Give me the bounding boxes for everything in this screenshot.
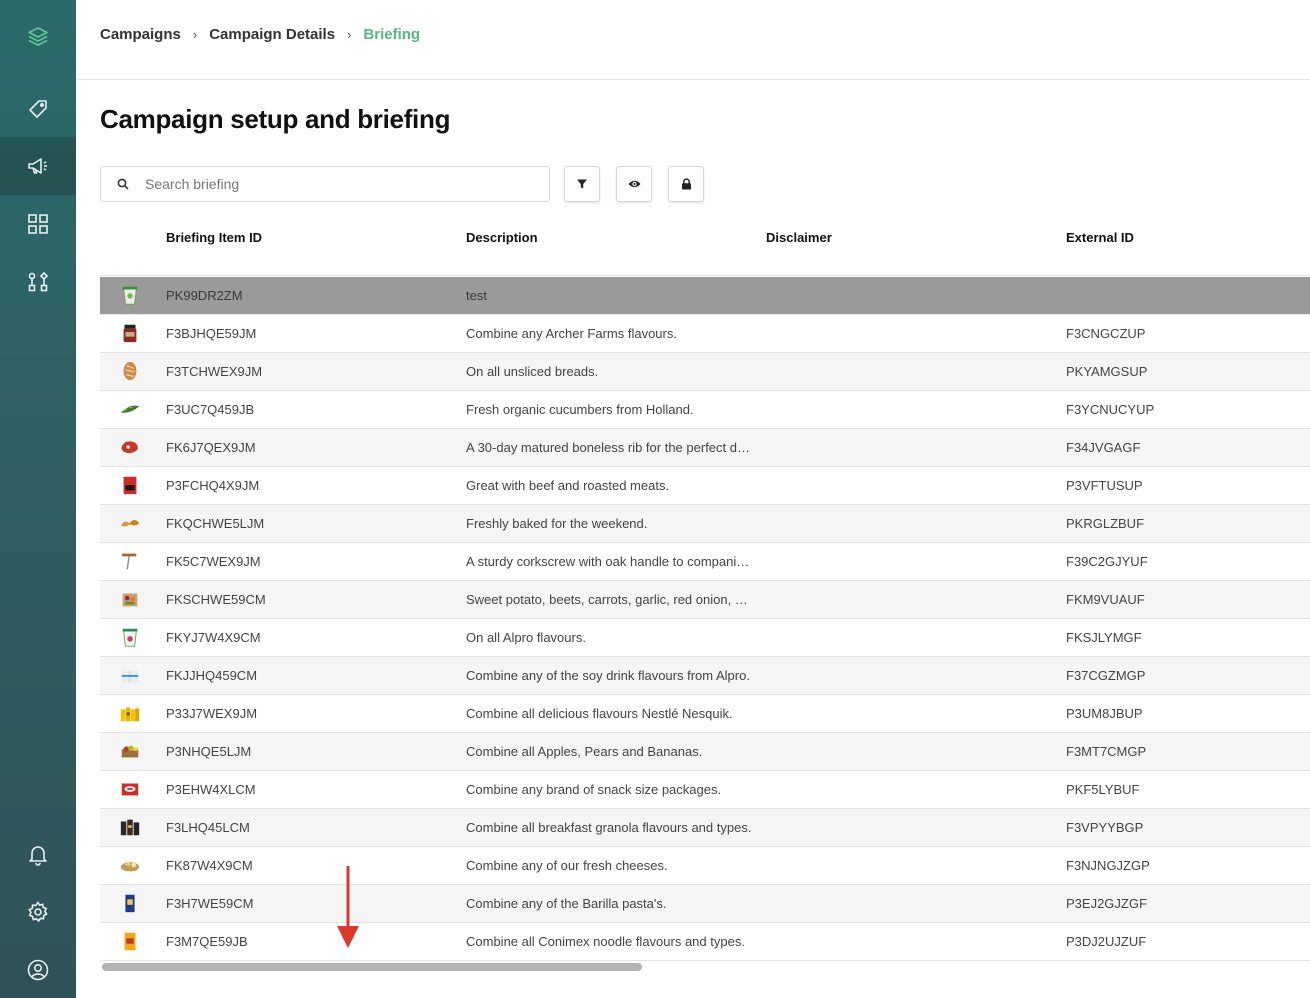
app-logo[interactable] [0, 8, 76, 66]
filter-button[interactable] [564, 166, 600, 202]
column-header-description[interactable]: Description [466, 230, 538, 245]
briefing-item-id-cell: FKSCHWE59CM [166, 592, 266, 607]
table-row[interactable] [100, 277, 1310, 315]
sidebar-item-campaigns[interactable] [0, 137, 76, 195]
briefing-item-id-cell: F3M7QE59JB [166, 934, 248, 949]
table-row[interactable] [100, 809, 1310, 847]
megaphone-icon [26, 154, 50, 178]
product-thumbnail [118, 739, 142, 763]
annotation-arrow-icon [337, 866, 359, 950]
external-id-cell: PKRGLZBUF [1066, 516, 1145, 531]
product-thumbnail [118, 321, 142, 345]
description-cell: Combine any of the Barilla pasta's. [466, 896, 667, 911]
description-cell: Combine any Archer Farms flavours. [466, 326, 677, 341]
description-cell: Fresh organic cucumbers from Holland. [466, 402, 694, 417]
briefing-item-id-cell: FK5C7WEX9JM [166, 554, 261, 569]
product-thumbnail [118, 891, 142, 915]
description-cell: A 30-day matured boneless rib for the perfect d… [466, 440, 750, 455]
description-cell: On all Alpro flavours. [466, 630, 586, 645]
briefing-item-id-cell: FKQCHWE5LJM [166, 516, 265, 531]
sidebar-item-dashboard[interactable] [0, 195, 76, 253]
user-icon [26, 958, 50, 982]
briefing-item-id-cell: F3BJHQE59JM [166, 326, 257, 341]
product-thumbnail [118, 283, 142, 307]
table-row[interactable] [100, 847, 1310, 885]
briefing-item-id-cell: F3TCHWEX9JM [166, 364, 263, 379]
product-thumbnail [118, 397, 142, 421]
table-body [100, 277, 1310, 961]
breadcrumb-separator: › [192, 27, 198, 42]
product-thumbnail [118, 853, 142, 877]
breadcrumb-item-campaigns[interactable]: Campaigns [100, 26, 181, 43]
description-cell: Combine all delicious flavours Nestlé Nesquik. [466, 706, 733, 721]
product-thumbnail [118, 663, 142, 687]
workflow-icon [26, 270, 50, 294]
product-thumbnail [118, 473, 142, 497]
table-row[interactable] [100, 733, 1310, 771]
lock-icon [681, 178, 692, 190]
visibility-button[interactable] [616, 166, 652, 202]
description-cell: Combine any of our fresh cheeses. [466, 858, 668, 873]
description-cell: Combine all Apples, Pears and Bananas. [466, 744, 703, 759]
breadcrumb-separator: › [347, 27, 352, 42]
search-input[interactable] [145, 176, 525, 192]
table-row[interactable] [100, 619, 1310, 657]
table-row[interactable] [100, 771, 1310, 809]
grid-icon [26, 212, 50, 236]
stack-logo-icon [26, 25, 50, 49]
description-cell: Great with beef and roasted meats. [466, 478, 670, 493]
description-cell: Combine any of the soy drink flavours from Alpro. [466, 668, 750, 683]
breadcrumb-item-campaign-details[interactable]: Campaign Details [209, 26, 336, 43]
sidebar-item-settings[interactable] [0, 883, 76, 941]
table-row[interactable] [100, 923, 1310, 961]
table-row[interactable] [100, 467, 1310, 505]
table-row[interactable] [100, 885, 1310, 923]
description-cell: On all unsliced breads. [466, 364, 599, 379]
lock-button[interactable] [668, 166, 704, 202]
product-thumbnail [118, 929, 142, 953]
table-row[interactable] [100, 543, 1310, 581]
table-row[interactable] [100, 391, 1310, 429]
description-cell: Combine all breakfast granola flavours and types. [466, 820, 752, 835]
eye-icon [628, 179, 641, 189]
briefing-item-id-cell: FKJJHQ459CM [166, 668, 258, 683]
external-id-cell: FKM9VUAUF [1066, 592, 1145, 607]
product-thumbnail [118, 625, 142, 649]
gear-icon [26, 900, 50, 924]
briefing-item-id-cell: P3NHQE5LJM [166, 744, 252, 759]
external-id-cell: F3YCNUCYUP [1066, 402, 1155, 417]
external-id-cell: PKF5LYBUF [1066, 782, 1140, 797]
product-thumbnail [118, 435, 142, 459]
external-id-cell: FKSJLYMGF [1066, 630, 1142, 645]
briefing-item-id-cell: F3UC7Q459JB [166, 402, 255, 417]
table-header [100, 218, 1310, 276]
briefing-item-id-cell: P3EHW4XLCM [166, 782, 256, 797]
external-id-cell: F3VPYYBGP [1066, 820, 1144, 835]
description-cell: A sturdy corkscrew with oak handle to compani… [466, 554, 750, 569]
external-id-cell: F3CNGCZUP [1066, 326, 1146, 341]
briefing-item-id-cell: F3H7WE59CM [166, 896, 254, 911]
sidebar-item-profile[interactable] [0, 941, 76, 998]
sidebar-item-notifications[interactable] [0, 825, 76, 883]
description-cell: Sweet potato, beets, carrots, garlic, red onion, … [466, 592, 748, 607]
product-thumbnail [118, 511, 142, 535]
external-id-cell: P3DJ2UJZUF [1066, 934, 1147, 949]
table-row[interactable] [100, 315, 1310, 353]
briefing-item-id-cell: FK6J7QEX9JM [166, 440, 256, 455]
product-thumbnail [118, 549, 142, 573]
external-id-cell: F3MT7CMGP [1066, 744, 1147, 759]
search-icon [101, 178, 145, 190]
external-id-cell: F37CGZMGP [1066, 668, 1146, 683]
description-cell: test [466, 288, 487, 303]
briefing-item-id-cell: PK99DR2ZM [166, 288, 243, 303]
description-cell: Combine all Conimex noodle flavours and types. [466, 934, 745, 949]
briefing-item-id-cell: P3FCHQ4X9JM [166, 478, 260, 493]
external-id-cell: F34JVGAGF [1066, 440, 1141, 455]
external-id-cell: P3VFTUSUP [1066, 478, 1143, 493]
page-title: Campaign setup and briefing [100, 104, 451, 134]
product-thumbnail [118, 587, 142, 611]
description-cell: Combine any brand of snack size packages. [466, 782, 722, 797]
sidebar [0, 0, 76, 998]
table-row[interactable] [100, 429, 1310, 467]
bell-icon [26, 842, 50, 866]
product-thumbnail [118, 815, 142, 839]
scrollbar-thumb[interactable] [102, 963, 642, 971]
external-id-cell: F3NJNGJZGP [1066, 858, 1150, 873]
column-header-external-id[interactable]: External ID [1066, 230, 1134, 245]
filter-icon [576, 178, 588, 190]
external-id-cell: F39C2GJYUF [1066, 554, 1148, 569]
tag-icon [26, 96, 50, 120]
table-row[interactable] [100, 581, 1310, 619]
external-id-cell: P3EJ2GJZGF [1066, 896, 1147, 911]
breadcrumb [100, 26, 420, 43]
table-row[interactable] [100, 353, 1310, 391]
briefing-item-id-cell: FKYJ7W4X9CM [166, 630, 261, 645]
product-thumbnail [118, 777, 142, 801]
external-id-cell: PKYAMGSUP [1066, 364, 1148, 379]
briefing-table [100, 218, 1310, 961]
column-header-disclaimer[interactable]: Disclaimer [766, 230, 832, 245]
top-header [76, 0, 1310, 80]
sidebar-item-workflows[interactable] [0, 253, 76, 311]
column-header-briefing-item-id[interactable]: Briefing Item ID [166, 230, 263, 245]
product-thumbnail [118, 701, 142, 725]
table-row[interactable] [100, 505, 1310, 543]
product-thumbnail [118, 359, 142, 383]
briefing-item-id-cell: P33J7WEX9JM [166, 706, 258, 721]
table-row[interactable] [100, 657, 1310, 695]
external-id-cell: P3UM8JBUP [1066, 706, 1143, 721]
briefing-item-id-cell: F3LHQ45LCM [166, 820, 250, 835]
briefing-item-id-cell: FK87W4X9CM [166, 858, 253, 873]
search-box [100, 166, 550, 202]
table-row[interactable] [100, 695, 1310, 733]
sidebar-item-products[interactable] [0, 79, 76, 137]
description-cell: Freshly baked for the weekend. [466, 516, 648, 531]
horizontal-scrollbar[interactable] [100, 962, 1310, 972]
breadcrumb-item-briefing: Briefing [363, 26, 421, 43]
